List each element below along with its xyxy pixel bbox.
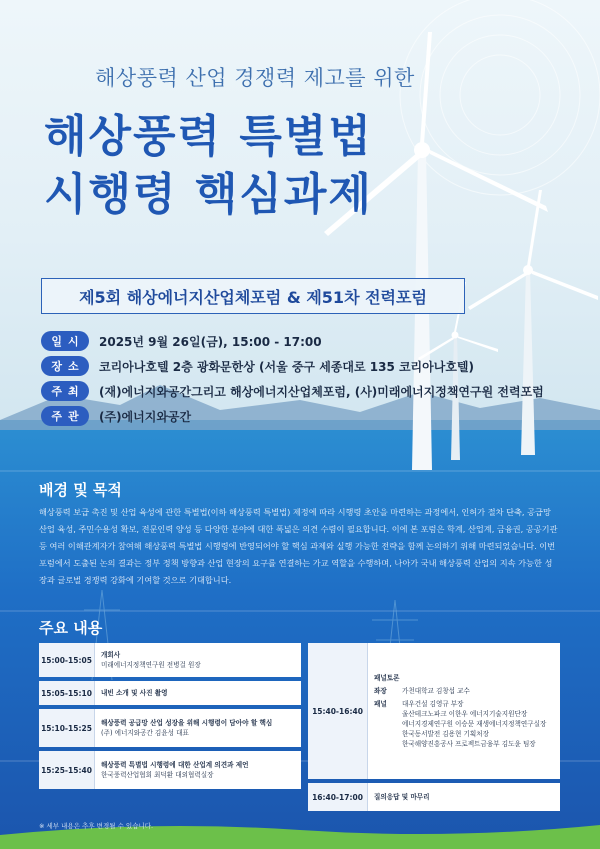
panelist: 울산테크노파크 이한우 에너지기술지원단장 bbox=[402, 710, 528, 718]
chair-name: 가천대학교 김창섭 교수 bbox=[402, 687, 470, 695]
panelist: 한국해양진흥공사 프로젝트금융부 김도윤 팀장 bbox=[402, 740, 536, 748]
info-value: 코리아나호텔 2층 광화문한상 (서울 중구 세종대로 135 코리아나호텔) bbox=[99, 359, 475, 374]
panelist: 에너지경제연구원 이승문 재생에너지정책연구실장 bbox=[402, 720, 547, 728]
schedule-item-speaker: 한국풍력산업협회 최덕환 대외협력실장 bbox=[101, 771, 214, 779]
background-section-title: 배경 및 목적 bbox=[39, 481, 122, 499]
turbine-rotor-right bbox=[468, 190, 598, 310]
chair-label: 좌장 bbox=[374, 687, 387, 695]
schedule-time: 15:10-15:25 bbox=[39, 709, 95, 747]
schedule-time: 15:05-15:10 bbox=[39, 681, 95, 705]
panel-label: 패널 bbox=[374, 700, 387, 708]
schedule-row bbox=[39, 751, 301, 789]
schedule-row-closing bbox=[308, 783, 560, 811]
event-subtitle: 해상풍력 산업 경쟁력 제고를 위한 bbox=[95, 66, 415, 90]
schedule-item-title: 해상풍력 공급망 산업 성장을 위해 시행령이 담아야 할 핵심 bbox=[101, 719, 273, 727]
schedule-item-title: 내빈 소개 및 사진 촬영 bbox=[101, 689, 168, 697]
schedule-time: 16:40-17:00 bbox=[308, 783, 368, 811]
info-row-date bbox=[41, 331, 322, 351]
info-row-host bbox=[41, 381, 544, 401]
schedule-item-title: 해상풍력 특별법 시행령에 대한 산업계 의견과 제언 bbox=[101, 761, 249, 769]
schedule-section-title: 주요 내용 bbox=[39, 619, 103, 637]
schedule-right-column bbox=[308, 643, 560, 815]
event-title-line2: 시행령 핵심과제 bbox=[44, 169, 373, 220]
panelist: 한국동서발전 김용현 기획처장 bbox=[402, 730, 489, 738]
schedule-time: 15:40-16:40 bbox=[308, 643, 368, 779]
background-paragraph: 해상풍력 보급 촉진 및 산업 육성에 관한 특별법(이하 해상풍력 특별법) 제정에 따라 시행령 초안을 마련하는 과정에서, 인허가 절차 단축, 공급망 산업 육성, 주민수용성 확보, 전문인력 양성 등 다양한 분야에 대한 폭넓은 의견 수렴이 필요합니다. 이에 본 포럼은 학계, 산업계, 금융권, 공공기관 등 여러 이해관계자가 참여해 해상풍력 특별법 시행령에 반영되어야 할 핵심 과제와 실행 가능한 전략을 함께 논의하기 위해 마련되었습니다. 이번 포럼에서 도출된 논의 결과는 정부 정책 방향과 산업 현장의 요구를 연결하는 가교 역할을 수행하며, 나아가 국내 해상풍력 산업의 지속 가능한 성장과 글로벌 경쟁력 강화에 기여할 것으로 기대합니다. bbox=[39, 507, 558, 585]
info-value: (재)에너지와공간그리고 해상에너지산업체포럼, (사)미래에너지정책연구원 전력포럼 bbox=[99, 384, 544, 399]
schedule-row bbox=[39, 709, 301, 747]
schedule-item-speaker: (주) 에너지와공간 김윤성 대표 bbox=[101, 729, 189, 737]
info-label: 장소 bbox=[41, 356, 89, 376]
panel-title: 패널토론 bbox=[374, 674, 400, 682]
schedule-row bbox=[39, 643, 301, 677]
footnote: ※ 세부 내용은 추후 변경될 수 있습니다. bbox=[39, 822, 154, 830]
turbine-tower-right bbox=[521, 270, 535, 455]
info-value: (주)에너지와공간 bbox=[99, 409, 192, 424]
info-label: 일시 bbox=[41, 331, 89, 351]
schedule-time: 15:25-15:40 bbox=[39, 751, 95, 789]
info-row-venue bbox=[41, 356, 474, 376]
info-value: 2025년 9월 26일(금), 15:00 - 17:00 bbox=[99, 334, 322, 349]
schedule-left-column bbox=[39, 643, 301, 793]
schedule-row bbox=[39, 681, 301, 705]
forum-name-box: 제5회 해상에너지산업체포럼 & 제51차 전력포럼 bbox=[41, 278, 465, 314]
schedule-item-title: 질의응답 및 마무리 bbox=[374, 793, 430, 801]
schedule-time: 15:00-15:05 bbox=[39, 643, 95, 677]
schedule-item-speaker: 미래에너지정책연구원 전병걸 원장 bbox=[101, 661, 201, 669]
schedule-item-title: 개회사 bbox=[101, 651, 121, 659]
event-title-line1: 해상풍력 특별법 bbox=[44, 111, 373, 162]
panel-discussion-row bbox=[308, 643, 560, 779]
info-row-organizer bbox=[41, 406, 191, 426]
info-label: 주관 bbox=[41, 406, 89, 426]
info-label: 주최 bbox=[41, 381, 89, 401]
panelist: 대우건설 김영규 부장 bbox=[402, 700, 464, 708]
